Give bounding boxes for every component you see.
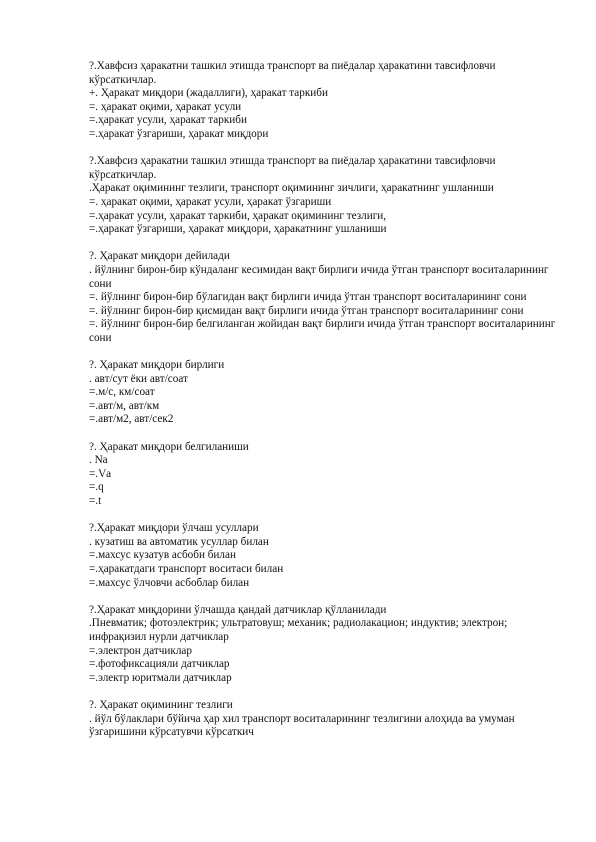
question-block	[89, 155, 559, 237]
answer-option: =.ҳаракатдаги транспорт воситаси билан	[89, 562, 284, 575]
answer-option: =.ҳаракат ўзгариши, ҳаракат миқдори, ҳаракатнинг ушланиши	[89, 223, 387, 236]
answer-option: . йўлнинг бирон-бир кўндаланг кесимидан вақт бирлиги ичида ўтган транспорт воситаларининг сони	[89, 263, 549, 290]
answer-option: =.q	[89, 481, 104, 494]
question-block	[89, 359, 559, 427]
question-block	[89, 60, 559, 142]
answer-option: =.t	[89, 495, 102, 507]
answer-option: =.махсус ўлчовчи асбоблар билан	[89, 576, 250, 589]
answer-option: =. ҳаракат оқими, ҳаракат усули, ҳаракат ўзгариши	[89, 195, 332, 208]
question-text: ?.Ҳаракат миқдори ўлчаш усуллари	[89, 522, 259, 535]
question-text: ?.Ҳаракат миқдорини ўлчашда қандай датчиклар қўлланилади	[89, 603, 387, 616]
answer-option: .Пневматик; фотоэлектрик; ультратовуш; механик; радиолакацион; индуктив; электрон; инфрақизил нурли датчиклар	[89, 617, 508, 643]
answer-option: .Ҳаракат оқимининг тезлиги, транспорт оқимининг зичлиги, ҳаракатнинг ушланиши	[89, 182, 494, 195]
answer-option: . авт/сут ёки авт/соат	[89, 372, 188, 385]
answer-option: =.м/с, км/соат	[89, 386, 155, 399]
answer-option: =.электр юритмали датчиклар	[89, 671, 232, 684]
question-text: ?.Хавфсиз ҳаракатни ташкил этишда транспорт ва пиёдалар ҳаракатини тавсифловчи кўрсаткичлар.	[89, 155, 496, 181]
document-page	[89, 60, 559, 753]
answer-option: =. йўлнинг бирон-бир қисмидан вақт бирлиги ичида ўтган транспорт воситаларининг сони	[89, 304, 524, 317]
answer-option: =. йўлнинг бирон-бир белгиланган жойидан вақт бирлиги ичида ўтган транспорт воситаларининг сони	[89, 318, 556, 344]
answer-option: =. ҳаракат оқими, ҳаракат усули	[89, 100, 242, 113]
answer-option: =.махсус кузатув асбоби билан	[89, 549, 236, 562]
answer-option: =.ҳаракат усули, ҳаракат таркиби, ҳаракат оқимининг тезлиги,	[89, 209, 387, 222]
question-text: ?. Ҳаракат миқдори бирлиги	[89, 359, 225, 372]
question-block	[89, 250, 559, 345]
answer-option: =.Vа	[89, 467, 112, 480]
answer-option: =.ҳаракат усули, ҳаракат таркиби	[89, 114, 247, 127]
question-text: ?. Ҳаракат миқдори дейилади	[89, 250, 230, 263]
answer-option: =. йўлнинг бирон-бир бўлагидан вақт бирлиги ичида ўтган транспорт воситаларининг сони	[89, 291, 527, 304]
question-text: ?. Ҳаракат миқдори белгиланиши	[89, 440, 249, 453]
answer-option: =.авт/м, авт/км	[89, 399, 160, 412]
answer-option: =.электрон датчиклар	[89, 644, 192, 657]
question-text: ?.Хавфсиз ҳаракатни ташкил этишда транспорт ва пиёдалар ҳаракатини тавсифловчи кўрсаткичлар.	[89, 60, 496, 86]
answer-option: =.фотофиксацияли датчиклар	[89, 658, 230, 671]
question-block	[89, 522, 559, 590]
question-block	[89, 699, 559, 740]
answer-option: =.ҳаракат ўзгариши, ҳаракат миқдори	[89, 127, 269, 140]
answer-option: . кузатиш ва автоматик усуллар билан	[89, 535, 269, 548]
answer-option: . Nа	[89, 454, 108, 467]
answer-option: . йўл бўлаклари бўйича ҳар хил транспорт воситаларининг тезлигини алоҳида ва умуман ўзгаришини кўрсатувчи кўрсаткич	[89, 712, 515, 739]
answer-option: +. Ҳаракат миқдори (жадаллиги), ҳаракат таркиби	[89, 87, 328, 100]
question-block	[89, 441, 559, 509]
question-text: ?. Ҳаракат оқимининг тезлиги	[89, 698, 233, 711]
question-block	[89, 604, 559, 686]
answer-option: =.авт/м2, авт/сек2	[89, 413, 174, 426]
